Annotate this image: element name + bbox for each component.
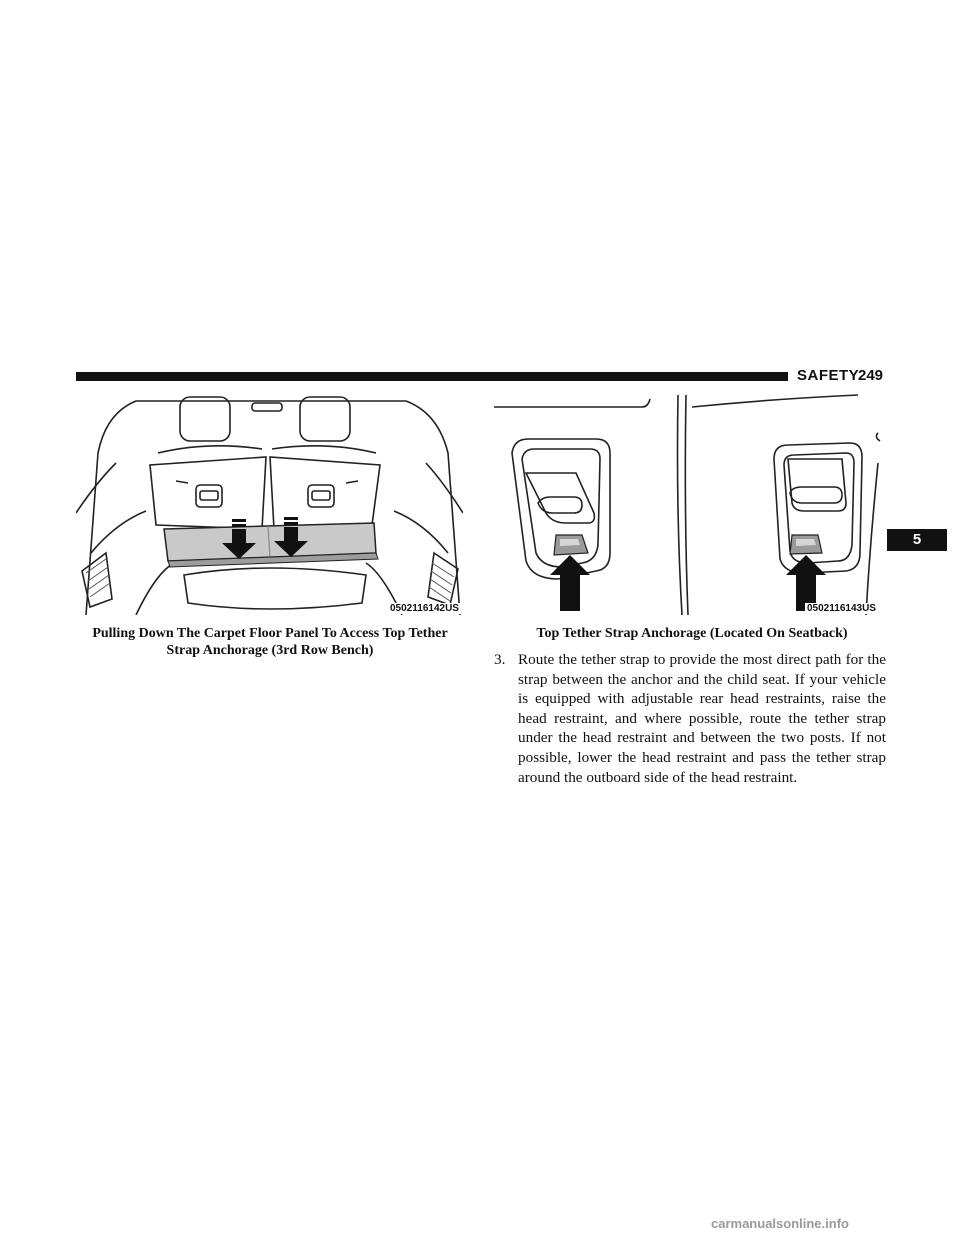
step-number: 3. [494,651,506,668]
chapter-tab[interactable]: 5 [887,529,947,551]
figure-tether-anchorage [492,393,886,615]
footer-watermark[interactable]: carmanualsonline.info [711,1216,849,1231]
seatback-anchorage-illustration [492,393,886,615]
figure-caption: Pulling Down The Carpet Floor Panel To Access Top Tether Strap Anchorage (3rd Row Bench) [92,626,448,658]
cargo-area-illustration [76,393,463,615]
figure-cargo-floor-panel [76,393,463,615]
step-item [494,650,886,787]
figure-code: 0502116143US [807,603,876,614]
figure-caption: Top Tether Strap Anchorage (Located On Seatback) [536,626,848,641]
step-list [494,650,886,787]
section-title: SAFETY [797,367,860,384]
page-number: 249 [858,367,884,384]
header-rule [76,372,788,381]
figure-code: 0502116142US [390,603,459,614]
step-text: Route the tether strap to provide the most direct path for the strap between the anchor and the child seat. If your vehicle is equipped with adjustable rear head restraints, raise the head restraint, and where possible, route the tether strap under the head restraint and between the two posts. If not possible, lower the head restraint and pass the tether strap around the outboard side of the head restraint. [518,651,886,786]
